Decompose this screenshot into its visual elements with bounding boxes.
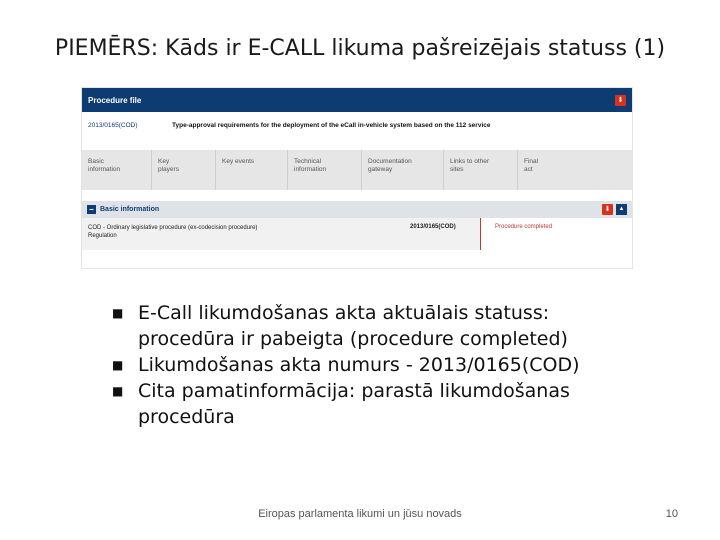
procedure-file-title: Procedure file [88, 95, 142, 105]
bullet-icon: ■ [112, 306, 124, 320]
reference-row [82, 112, 632, 138]
list-item: ■ Cita pamatinformācija: parastā likumdošanas procedūra [112, 380, 570, 428]
procedure-file-header [82, 88, 632, 112]
procedure-file-screenshot [82, 88, 632, 268]
bullet-icon: ■ [112, 384, 124, 398]
basic-information-section-header[interactable] [82, 201, 632, 218]
tab-basic-information[interactable]: Basic information [82, 150, 152, 190]
status-badge: Procedure completed [480, 218, 632, 250]
tab-documentation-gateway[interactable]: Documentation gateway [362, 150, 444, 190]
reference-description: Type-approval requirements for the deployment of the eCall in-vehicle system based on the 112 service [172, 121, 491, 129]
pdf-icon[interactable]: ⬇ [615, 95, 626, 106]
list-item: ■ E-Call likumdošanas akta aktuālais statuss: procedūra ir pabeigta (procedure completed) [112, 302, 568, 350]
tab-final-act[interactable]: Final act [524, 158, 539, 173]
bullet-list [112, 300, 632, 430]
tab-links-to-other-sites[interactable]: Links to other sites [444, 150, 518, 190]
list-item: ■ Likumdošanas akta numurs - 2013/0165(COD) [112, 354, 580, 376]
pdf-icon[interactable]: ⬇ [602, 204, 613, 215]
procedure-tabs [82, 150, 632, 190]
slide-footer: Eiropas parlamenta likumi un jūsu novads [258, 508, 462, 520]
tab-technical-information[interactable]: Technical information [288, 150, 362, 190]
page-number: 10 [665, 508, 678, 520]
reference-code[interactable]: 2013/0165(COD) [88, 121, 138, 129]
section-title: Basic information [100, 206, 160, 213]
chevron-up-icon[interactable]: ▲ [616, 204, 627, 215]
tab-key-events[interactable]: Key events [216, 150, 288, 190]
tab-key-players[interactable]: Key players [152, 150, 216, 190]
slide-title: PIEMĒRS: Kāds ir E-CALL likuma pašreizējais statuss (1) [54, 36, 666, 61]
procedure-type: COD - Ordinary legislative procedure (ex-codecision procedure) Regulation [88, 225, 258, 239]
basic-information-row [82, 218, 632, 250]
bullet-icon: ■ [112, 358, 124, 372]
procedure-code: 2013/0165(COD) [410, 224, 456, 230]
collapse-icon[interactable]: − [87, 205, 96, 214]
